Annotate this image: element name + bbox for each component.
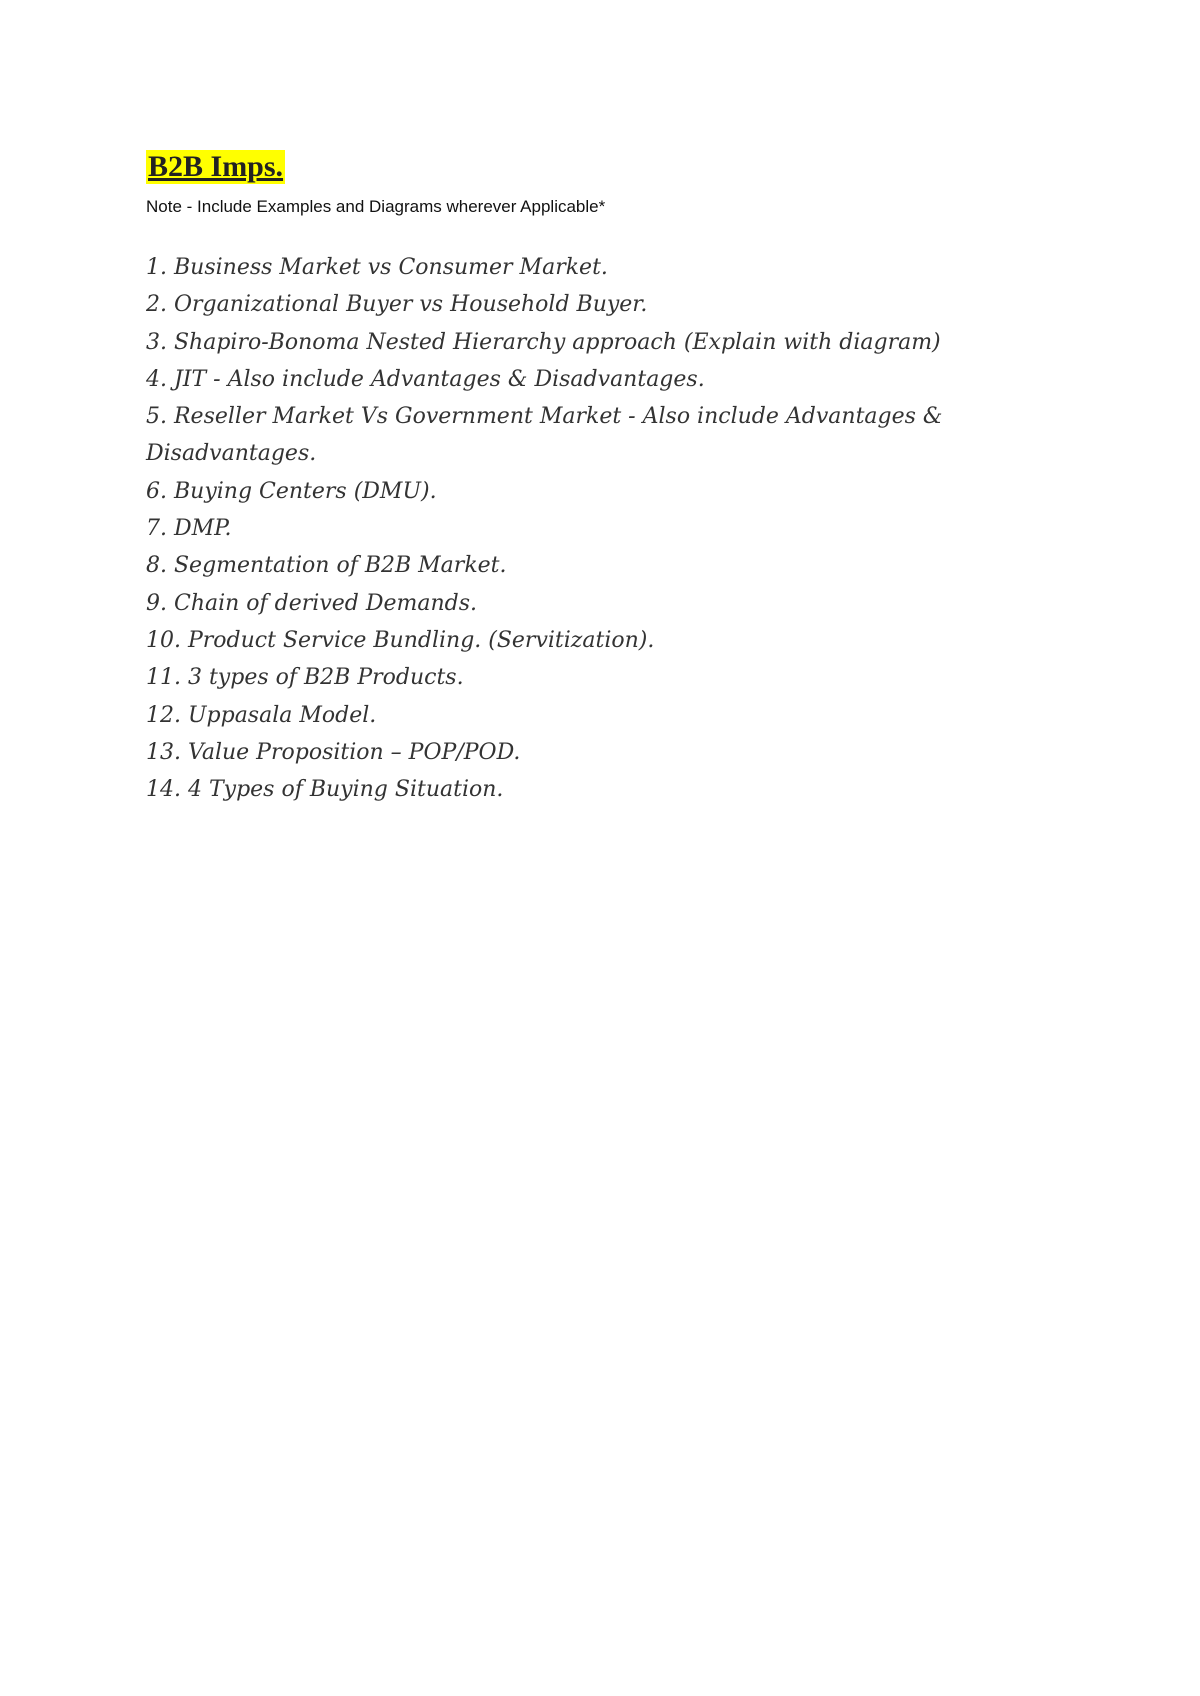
- list-item: 11. 3 types of B2B Products.: [146, 665, 464, 691]
- list-item: 8. Segmentation of B2B Market.: [146, 553, 507, 579]
- document-content: [146, 150, 1046, 824]
- list-item: 5. Reseller Market Vs Government Market - Also include Advantages & Disadvantages.: [146, 404, 943, 467]
- title-wrap: [146, 150, 1046, 189]
- list-item: 14. 4 Types of Buying Situation.: [146, 777, 504, 803]
- list-item: 13. Value Proposition – POP/POD.: [146, 739, 521, 765]
- list-item: 9. Chain of derived Demands.: [146, 590, 478, 616]
- list-item: 10. Product Service Bundling. (Servitization).: [146, 627, 655, 653]
- list-item: 7. DMP.: [146, 516, 232, 542]
- topics-list: [146, 249, 1046, 808]
- list-item: 4. JIT - Also include Advantages & Disadvantages.: [146, 366, 705, 392]
- document-note: Note - Include Examples and Diagrams wherever Applicable*: [146, 197, 606, 216]
- list-item: 12. Uppasala Model.: [146, 702, 377, 728]
- document-title: B2B Imps.: [148, 150, 284, 183]
- list-item: 6. Buying Centers (DMU).: [146, 478, 437, 504]
- list-item: 3. Shapiro-Bonoma Nested Hierarchy approach (Explain with diagram): [146, 329, 941, 355]
- list-item: 2. Organizational Buyer vs Household Buyer.: [146, 292, 648, 318]
- list-item: 1. Business Market vs Consumer Market.: [146, 255, 608, 280]
